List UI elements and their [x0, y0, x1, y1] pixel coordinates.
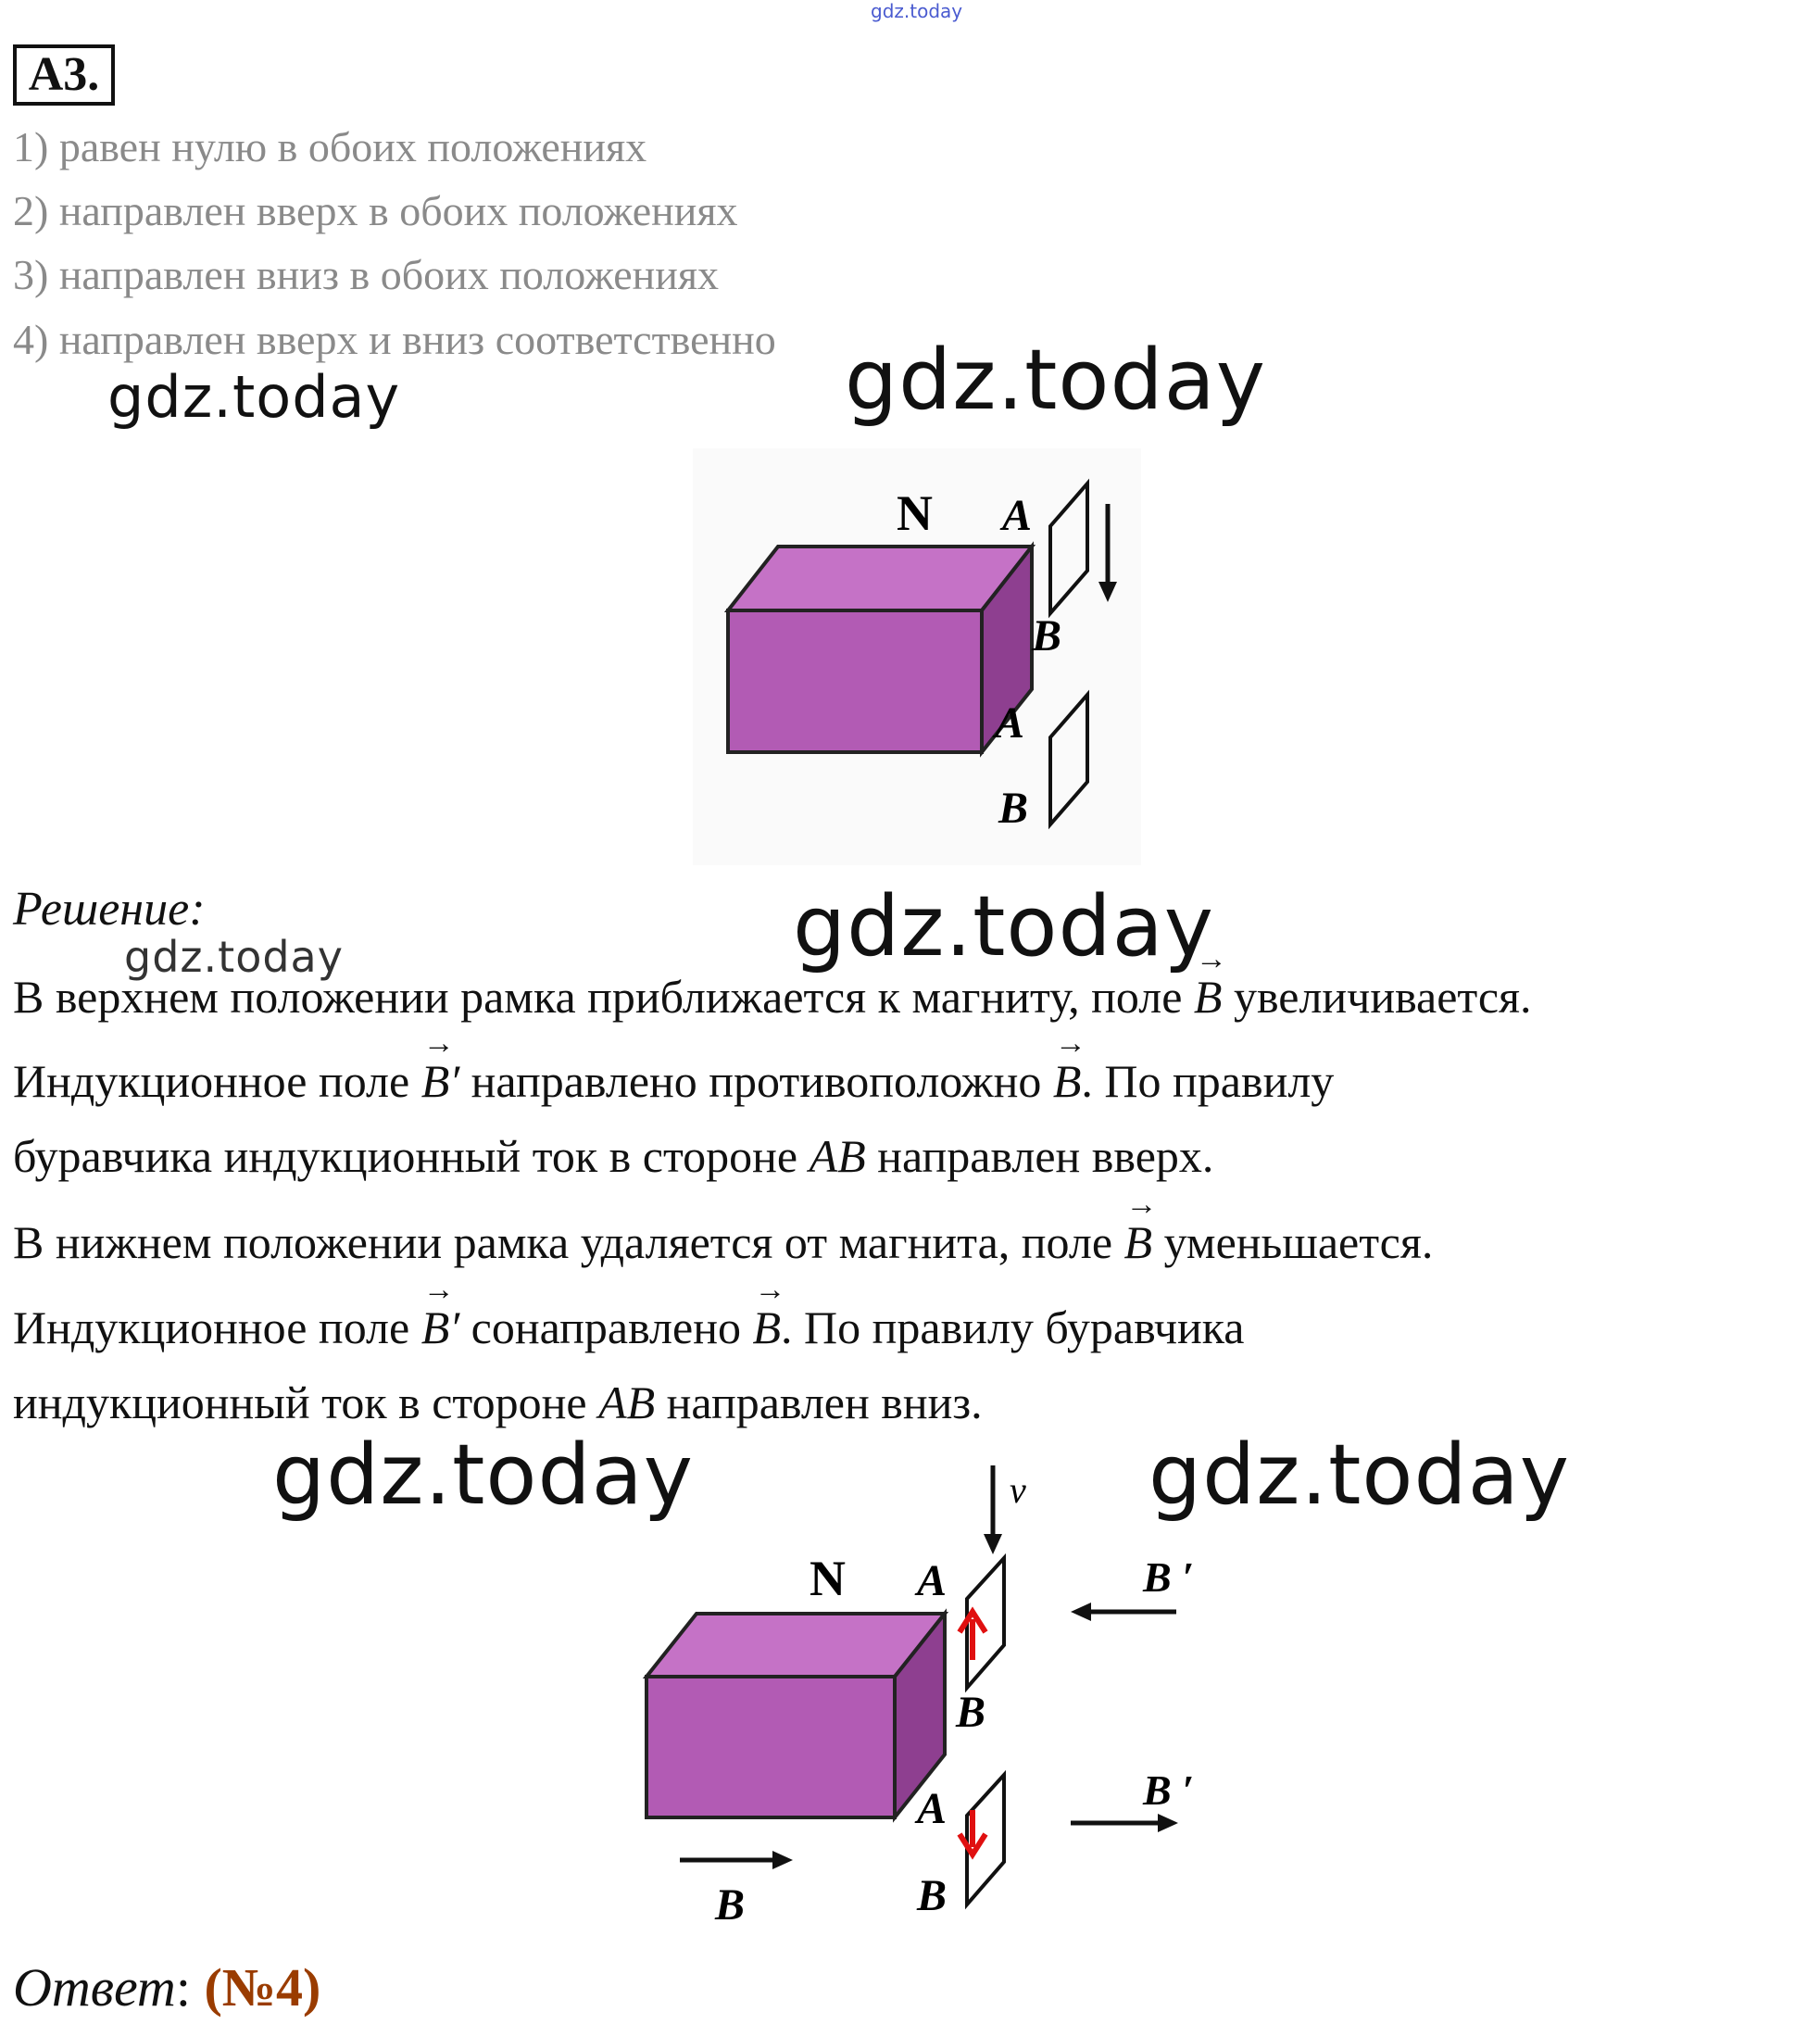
north-pole-label: N: [897, 485, 933, 541]
point-a-label: A: [917, 1784, 948, 1833]
point-b-label: B: [917, 1871, 948, 1920]
magnet-top-face: [728, 547, 1032, 610]
vector-b: → B: [1053, 1054, 1082, 1108]
option-4: 4) направлен вверх и вниз соответственно: [13, 316, 776, 363]
induced-field-label: B ′: [1143, 1553, 1195, 1601]
solution-line-4: В нижнем положении рамка удаляется от магнита, поле → B уменьшается.: [13, 1215, 1433, 1269]
solution-line-5: Индукционное поле → B′ сонаправлено → B. По правилу буравчика: [13, 1301, 1244, 1354]
vector-b-prime: → B′: [421, 1301, 459, 1354]
top-watermark: gdz.today: [871, 0, 963, 22]
magnet-figure-1: [693, 448, 1141, 865]
option-3: 3) направлен вниз в обоих положениях: [13, 251, 720, 298]
velocity-label: v: [1010, 1469, 1026, 1511]
answer: Ответ: (№4): [13, 1957, 321, 2018]
vector-b: → B: [1194, 970, 1223, 1024]
magnet-field-label: B: [715, 1880, 746, 1930]
watermark: gdz.today: [793, 878, 1215, 975]
magnet-figure-2: [611, 1445, 1195, 1936]
watermark: gdz.today: [124, 932, 344, 982]
magnet-front-face: [646, 1677, 895, 1817]
task-number: A3.: [13, 44, 115, 106]
point-b-label: B: [956, 1688, 986, 1737]
watermark: gdz.today: [107, 363, 401, 431]
solution-heading: Решение:: [13, 883, 206, 936]
option-1: 1) равен нулю в обоих положениях: [13, 123, 647, 170]
answer-value: (№4): [204, 1957, 321, 2018]
induced-field-arrow-head: [1158, 1814, 1178, 1832]
magnet-field-arrow-head: [772, 1851, 793, 1869]
option-2: 2) направлен вверх в обоих положениях: [13, 187, 738, 234]
vector-b: → B: [752, 1301, 781, 1354]
solution-line-6: индукционный ток в стороне AB направлен вниз.: [13, 1377, 983, 1428]
induced-field-label: B ′: [1143, 1766, 1195, 1814]
point-b-label: B: [998, 784, 1029, 833]
solution-line-2: Индукционное поле → B′ направлено противоположно → B. По правилу: [13, 1054, 1334, 1108]
north-pole-label: N: [810, 1551, 846, 1606]
solution-line-1: В верхнем положении рамка приближается к магниту, поле → B увеличивается.: [13, 970, 1532, 1024]
point-b-label: B: [1032, 611, 1062, 660]
point-a-label: A: [917, 1556, 948, 1605]
induced-field-arrow-head: [1071, 1603, 1091, 1621]
watermark: gdz.today: [1148, 1427, 1571, 1524]
vector-b: → B: [1124, 1215, 1153, 1269]
velocity-arrow-head: [984, 1534, 1002, 1554]
point-a-label: A: [995, 698, 1025, 748]
watermark: gdz.today: [845, 332, 1267, 429]
magnet-front-face: [728, 610, 982, 752]
solution-line-3: буравчика индукционный ток в стороне AB направлен вверх.: [13, 1130, 1214, 1182]
watermark: gdz.today: [272, 1427, 695, 1524]
point-a-label: A: [1002, 491, 1033, 540]
vector-b-prime: → B′: [421, 1054, 459, 1108]
